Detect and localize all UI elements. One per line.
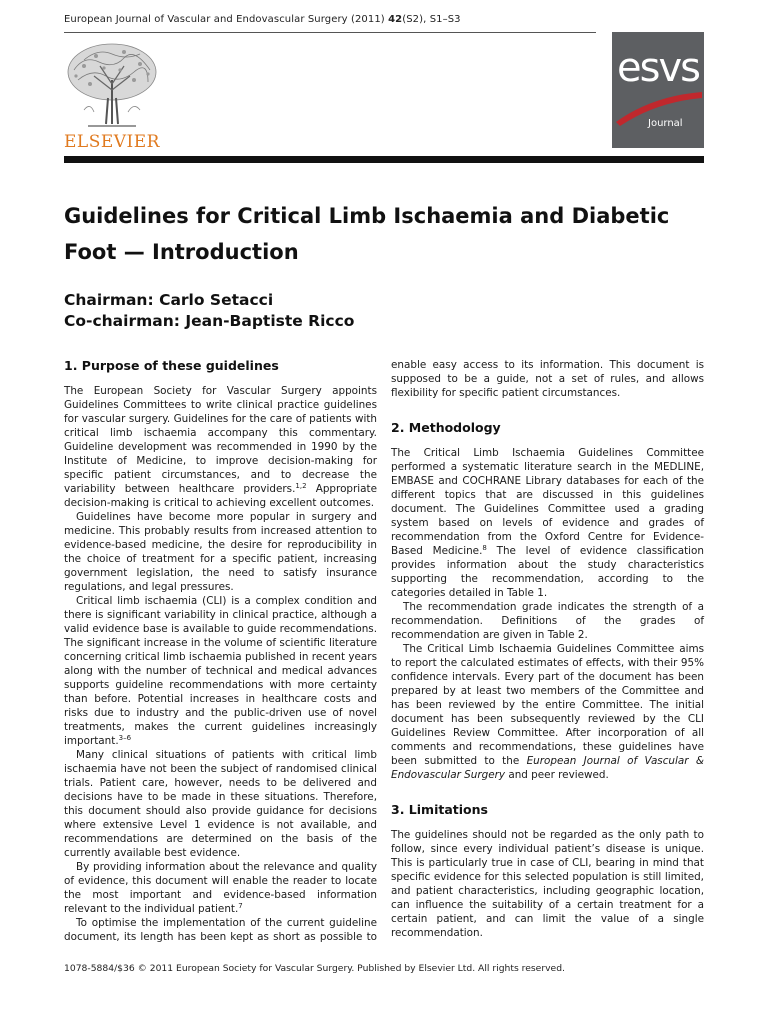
elsevier-tree-logo-icon: [64, 40, 160, 132]
purpose-paragraph-4: Many clinical situations of patients with critical limb ischaemia have not been the subject of randomised clinical trials. Patient care, however, needs to be delivered and decisions have to be made in these situations. Therefore, this document should also provide guidance for decisions where extensive Level 1 evidence is not available, and recommendations are determined on the basis of the currently available best evidence.: [64, 749, 377, 859]
esvs-journal-logo: [612, 32, 704, 148]
section-heading-methodology: 2. Methodology: [391, 420, 501, 435]
limitations-paragraph-1: The guidelines should not be regarded as the only path to follow, since every individual patient’s disease is unique. This is particularly true in case of CLI, bearing in mind that specific evidence for this selected population is still limited, and patient characteristics, including geographic location, can influence the suitability of a certain treatment for a certain patient, and can limit the value of a single recommendation.: [391, 829, 704, 939]
citation-ref: 7: [238, 902, 243, 910]
methodology-paragraph-2: The recommendation grade indicates the strength of a recommendation. Definitions of the grades of recommendation are given in Table 2.: [391, 601, 704, 641]
purpose-p1-text: The European Society for Vascular Surgery appoints Guidelines Committees to write clinical practice guidelines for vascular surgery. Guidelines for the care of patients with critical limb ischaemia accompany this commentary. Guideline development was recommended in 1990 by the Institute of Medicine, to improve decision-making for specific patient circumstances, and to decrease the variability between healthcare providers.: [64, 385, 377, 495]
journal-citation-suffix: (S2), S1–S3: [402, 14, 461, 25]
purpose-paragraph-2: Guidelines have become more popular in surgery and medicine. This probably results from increased attention to evidence-based medicine, the desire for reproducibility in the choice of treatment for a specific patient, increasing government legislation, the need to satisfy insurance regulations, and legal pressures.: [64, 511, 377, 593]
right-column: [391, 358, 704, 940]
purpose-paragraph-3: [64, 594, 377, 748]
elsevier-wordmark: ELSEVIER: [64, 132, 160, 152]
section-heading-purpose: 1. Purpose of these guidelines: [64, 358, 279, 373]
methodology-p1-tail: The level of evidence classification provides information about the study characteristics supporting the recommendation, according to the categories detailed in Table 1.: [391, 545, 704, 599]
citation-ref: 3–6: [118, 734, 132, 742]
esvs-logo-text: esvs: [617, 45, 699, 91]
purpose-p3-text: Critical limb ischaemia (CLI) is a complex condition and there is significant variability in clinical practice, although a valid evidence base is available to guide recommendations. The significant increase in the volume of scientific literature concerning critical limb ischaemia published in recent years along with the number of technical and medical advances supports guideline recommendations with more certainty than before. Potential increases in healthcare costs and risks due to industry and the public-driven use of novel treatments, makes the current guidelines increasingly important.: [64, 595, 377, 747]
methodology-paragraph-1: [391, 446, 704, 600]
chairman: Chairman: Carlo Setacci: [64, 291, 274, 309]
co-chairman: Co-chairman: Jean-Baptiste Ricco: [64, 312, 355, 330]
purpose-p5-text: By providing information about the relevance and quality of evidence, this document will enable the reader to locate the most important and evidence-based information relevant to the individual patient.: [64, 861, 377, 915]
section-gap: [391, 400, 704, 420]
methodology-paragraph-3: [391, 642, 704, 782]
journal-volume: 42: [388, 14, 403, 25]
author-block: [64, 290, 354, 332]
citation-ref: 8: [482, 544, 487, 552]
methodology-p3-tail: and peer reviewed.: [505, 769, 609, 781]
citation-ref: 1,2: [295, 482, 307, 490]
methodology-p1-text: The Critical Limb Ischaemia Guidelines Committee performed a systematic literature search in the MEDLINE, EMBASE and COCHRANE Library databases for each of the different topics that are discussed in this guidelines document. The Guidelines Committee used a grading system based on levels of evidence and grades of recommendation from the Oxford Centre for Evidence-Based Medicine.: [391, 447, 704, 557]
purpose-paragraph-6: To optimise the implementation of the current guideline document, its length has been kept as short as possible to: [64, 917, 377, 943]
journal-citation: [64, 14, 461, 25]
purpose-paragraph-5: [64, 860, 377, 916]
purpose-paragraph-1: [64, 384, 377, 510]
header-rule-thin: [64, 32, 596, 33]
journal-name-italic: European Journal of Vascular & Endovascular Surgery: [391, 755, 704, 781]
journal-citation-prefix: European Journal of Vascular and Endovascular Surgery (2011): [64, 14, 389, 25]
section-gap: [391, 782, 704, 802]
esvs-logo-subtext: Journal: [648, 118, 683, 129]
left-column: [64, 358, 377, 944]
methodology-p3-text: The Critical Limb Ischaemia Guidelines Committee aims to report the calculated estimates of effects, with their 95% confidence intervals. Every part of the document has been prepared by at least two members of the Committee and has been reviewed by the entire Committee. The initial document has been subsequently reviewed by the CLI Guidelines Review Committee. After incorporation of all comments and recommendations, these guidelines have been submitted to the: [391, 643, 704, 767]
purpose-paragraph-6-continued: enable easy access to its information. This document is supposed to be a guide, not a set of rules, and allows flexibility for specific patient circumstances.: [391, 359, 704, 399]
header-rule-thick: [64, 156, 704, 163]
section-heading-limitations: 3. Limitations: [391, 802, 488, 817]
article-title: Guidelines for Critical Limb Ischaemia and Diabetic Foot — Introduction: [64, 204, 670, 264]
purpose-p1-tail: Appropriate decision-making is critical to achieving excellent outcomes.: [64, 483, 378, 509]
copyright-footer: 1078-5884/$36 © 2011 European Society for Vascular Surgery. Published by Elsevier Ltd. All rights reserved.: [64, 963, 565, 974]
